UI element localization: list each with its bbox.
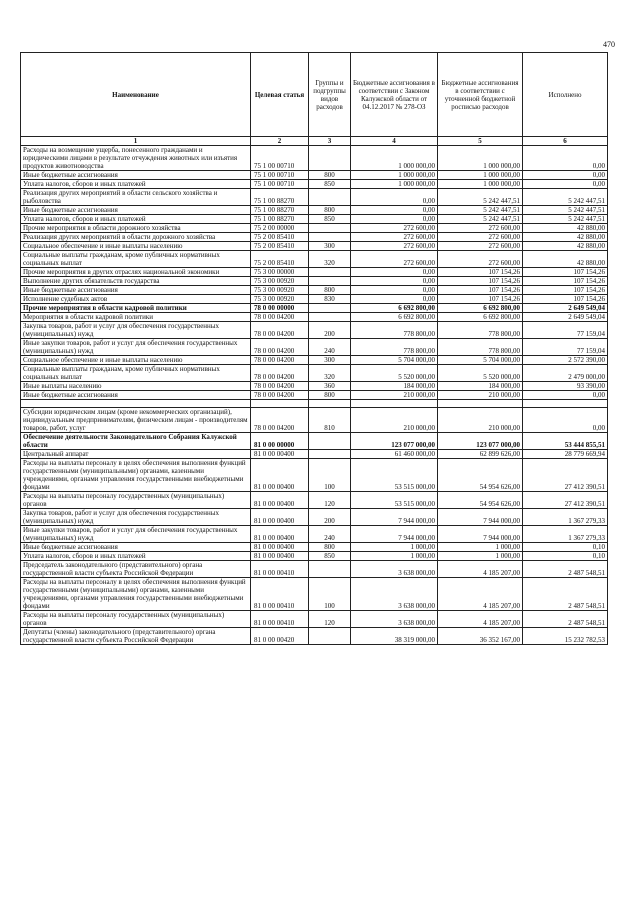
row-group: 200 (309, 322, 351, 339)
row-name: Уплата налогов, сборов и иных платежей (21, 215, 251, 224)
row-code: 81 0 00 00400 (251, 509, 309, 526)
row-group (309, 628, 351, 645)
row-budget-refined: 5 242 447,51 (438, 189, 523, 206)
row-executed: 0,00 (523, 171, 608, 180)
table-row (21, 251, 608, 268)
row-code: 78 0 00 04200 (251, 339, 309, 356)
row-code: 81 0 00 00000 (251, 433, 309, 450)
row-name: Уплата налогов, сборов и иных платежей (21, 552, 251, 561)
row-budget-refined: 7 944 000,00 (438, 509, 523, 526)
row-budget-refined: 1 000,00 (438, 543, 523, 552)
row-group (309, 561, 351, 578)
table-row (21, 277, 608, 286)
row-executed: 0,00 (523, 391, 608, 400)
table-row (21, 552, 608, 561)
row-code: 81 0 00 00420 (251, 628, 309, 645)
row-name: Иные закупки товаров, работ и услуг для обеспечения государственных (муниципальных) нужд (21, 526, 251, 543)
table-row (21, 189, 608, 206)
spacer-row (21, 400, 608, 408)
row-executed: 27 412 390,51 (523, 459, 608, 492)
row-group: 850 (309, 180, 351, 189)
row-budget-refined: 36 352 167,00 (438, 628, 523, 645)
row-budget-law: 778 800,00 (351, 322, 438, 339)
row-budget-refined: 107 154,26 (438, 295, 523, 304)
row-budget-refined: 107 154,26 (438, 286, 523, 295)
table-body (21, 146, 608, 645)
spacer-cell (438, 400, 523, 408)
row-name: Прочие мероприятия в других отраслях национальной экономики (21, 268, 251, 277)
row-budget-law: 0,00 (351, 286, 438, 295)
table-row (21, 268, 608, 277)
table-row (21, 233, 608, 242)
row-executed: 0,00 (523, 146, 608, 171)
header-budget-law: Бюджетные ассигнования в соответствии с Законом Калужской области от 04.12.2017 № 278-ОЗ (351, 53, 438, 137)
row-budget-law: 0,00 (351, 206, 438, 215)
spacer-cell (309, 400, 351, 408)
table-row (21, 543, 608, 552)
row-name: Прочие мероприятия в области кадровой политики (21, 304, 251, 313)
column-number: 2 (251, 137, 309, 146)
table-row (21, 509, 608, 526)
row-executed: 28 779 669,94 (523, 450, 608, 459)
row-budget-refined: 5 242 447,51 (438, 206, 523, 215)
row-budget-refined: 210 000,00 (438, 391, 523, 400)
table-row (21, 206, 608, 215)
row-group (309, 233, 351, 242)
row-code: 75 3 00 00920 (251, 286, 309, 295)
table-row (21, 242, 608, 251)
row-executed: 77 159,04 (523, 322, 608, 339)
table-row (21, 295, 608, 304)
row-executed: 107 154,26 (523, 286, 608, 295)
row-budget-law: 1 000 000,00 (351, 180, 438, 189)
row-executed: 93 390,00 (523, 382, 608, 391)
row-budget-law: 184 000,00 (351, 382, 438, 391)
row-group: 120 (309, 492, 351, 509)
row-code: 75 2 00 85410 (251, 242, 309, 251)
table-row (21, 339, 608, 356)
row-name: Закупка товаров, работ и услуг для обеспечения государственных (муниципальных) нужд (21, 322, 251, 339)
row-name: Иные бюджетные ассигнования (21, 286, 251, 295)
row-name: Депутаты (члены) законодательного (представительного) органа государственной власти субъекта Российской Федерации (21, 628, 251, 645)
row-code: 81 0 00 00410 (251, 611, 309, 628)
row-group: 810 (309, 408, 351, 433)
row-group: 120 (309, 611, 351, 628)
row-name: Иные выплаты населению (21, 382, 251, 391)
row-executed: 107 154,26 (523, 268, 608, 277)
row-budget-law: 272 600,00 (351, 224, 438, 233)
row-budget-refined: 272 600,00 (438, 242, 523, 251)
row-budget-law: 0,00 (351, 277, 438, 286)
row-group: 100 (309, 578, 351, 611)
table-row (21, 459, 608, 492)
row-name: Расходы на возмещение ущерба, понесенного гражданами и юридическими лицами в результате отчуждения животных или изъятия продуктов животноводства (21, 146, 251, 171)
table-row (21, 215, 608, 224)
table-row (21, 450, 608, 459)
row-code: 81 0 00 00410 (251, 578, 309, 611)
row-budget-law: 210 000,00 (351, 391, 438, 400)
row-name: Иные бюджетные ассигнования (21, 391, 251, 400)
row-budget-refined: 5 520 000,00 (438, 365, 523, 382)
row-executed: 2 487 548,51 (523, 561, 608, 578)
row-executed: 1 367 279,33 (523, 526, 608, 543)
spacer-cell (251, 400, 309, 408)
row-budget-refined: 1 000 000,00 (438, 171, 523, 180)
row-code: 75 3 00 00920 (251, 295, 309, 304)
row-budget-refined: 62 899 626,00 (438, 450, 523, 459)
table-row (21, 492, 608, 509)
row-budget-law: 272 600,00 (351, 242, 438, 251)
row-budget-law: 6 692 800,00 (351, 304, 438, 313)
budget-table (20, 52, 608, 645)
row-name: Иные бюджетные ассигнования (21, 171, 251, 180)
row-budget-law: 5 704 000,00 (351, 356, 438, 365)
row-name: Социальное обеспечение и иные выплаты населению (21, 356, 251, 365)
row-code: 75 2 00 85410 (251, 251, 309, 268)
row-budget-refined: 107 154,26 (438, 268, 523, 277)
row-name: Социальное обеспечение и иные выплаты населению (21, 242, 251, 251)
row-budget-law: 778 800,00 (351, 339, 438, 356)
row-code: 78 0 00 04200 (251, 313, 309, 322)
row-group (309, 224, 351, 233)
row-code: 78 0 00 04200 (251, 322, 309, 339)
row-budget-law: 3 638 000,00 (351, 611, 438, 628)
row-budget-law: 272 600,00 (351, 251, 438, 268)
row-budget-law: 272 600,00 (351, 233, 438, 242)
row-group: 240 (309, 339, 351, 356)
row-name: Расходы на выплаты персоналу в целях обеспечения выполнения функций государственными (муниципальными) органами, казенными учреждениями, органами управления государственными внебюджетными фондами (21, 459, 251, 492)
column-number: 3 (309, 137, 351, 146)
column-number: 6 (523, 137, 608, 146)
row-executed: 2 649 549,04 (523, 304, 608, 313)
table-row (21, 365, 608, 382)
row-budget-refined: 4 185 207,00 (438, 561, 523, 578)
row-name: Уплата налогов, сборов и иных платежей (21, 180, 251, 189)
row-name: Мероприятия в области кадровой политики (21, 313, 251, 322)
table-row (21, 286, 608, 295)
row-code: 75 1 00 00710 (251, 146, 309, 171)
row-budget-refined: 778 800,00 (438, 339, 523, 356)
row-budget-refined: 210 000,00 (438, 408, 523, 433)
row-budget-refined: 6 692 800,00 (438, 313, 523, 322)
table-row (21, 611, 608, 628)
row-executed: 107 154,26 (523, 277, 608, 286)
row-executed: 42 880,00 (523, 251, 608, 268)
row-group: 800 (309, 391, 351, 400)
row-group (309, 146, 351, 171)
row-budget-refined: 4 185 207,00 (438, 611, 523, 628)
row-code: 81 0 00 00400 (251, 526, 309, 543)
row-name: Председатель законодательного (представительного) органа государственной власти субъекта Российской Федерации (21, 561, 251, 578)
row-executed: 2 487 548,51 (523, 578, 608, 611)
row-group: 800 (309, 206, 351, 215)
row-code: 78 0 00 00000 (251, 304, 309, 313)
row-executed: 0,10 (523, 552, 608, 561)
row-group: 200 (309, 509, 351, 526)
row-budget-refined: 272 600,00 (438, 224, 523, 233)
row-code: 78 0 00 04200 (251, 408, 309, 433)
column-number-row (21, 137, 608, 146)
row-code: 75 1 00 88270 (251, 215, 309, 224)
row-code: 75 1 00 00710 (251, 171, 309, 180)
row-group: 800 (309, 543, 351, 552)
row-code: 78 0 00 04200 (251, 382, 309, 391)
table-row (21, 322, 608, 339)
row-code: 78 0 00 04200 (251, 365, 309, 382)
table-row (21, 561, 608, 578)
row-budget-law: 3 638 000,00 (351, 578, 438, 611)
row-group: 240 (309, 526, 351, 543)
row-name: Расходы на выплаты персоналу в целях обеспечения выполнения функций государственными (муниципальными) органами, казенными учреждениями, органами управления государственными внебюджетными фондами (21, 578, 251, 611)
row-budget-law: 53 515 000,00 (351, 459, 438, 492)
row-group (309, 433, 351, 450)
table-row (21, 224, 608, 233)
row-group: 300 (309, 242, 351, 251)
row-budget-refined: 123 077 000,00 (438, 433, 523, 450)
row-budget-refined: 7 944 000,00 (438, 526, 523, 543)
row-code: 75 1 00 00710 (251, 180, 309, 189)
row-budget-refined: 1 000 000,00 (438, 180, 523, 189)
row-executed: 77 159,04 (523, 339, 608, 356)
header-executed: Исполнено (523, 53, 608, 137)
row-name: Иные бюджетные ассигнования (21, 206, 251, 215)
row-budget-refined: 5 242 447,51 (438, 215, 523, 224)
row-group: 100 (309, 459, 351, 492)
row-executed: 27 412 390,51 (523, 492, 608, 509)
row-budget-law: 210 000,00 (351, 408, 438, 433)
row-executed: 5 242 447,51 (523, 215, 608, 224)
row-budget-law: 1 000 000,00 (351, 171, 438, 180)
row-budget-law: 0,00 (351, 268, 438, 277)
row-budget-law: 61 460 000,00 (351, 450, 438, 459)
row-code: 81 0 00 00400 (251, 492, 309, 509)
row-budget-refined: 1 000 000,00 (438, 146, 523, 171)
row-name: Реализация других мероприятий в области дорожного хозяйства (21, 233, 251, 242)
row-executed: 53 444 855,51 (523, 433, 608, 450)
row-group: 360 (309, 382, 351, 391)
row-executed: 15 232 782,53 (523, 628, 608, 645)
row-group (309, 450, 351, 459)
header-group: Группы и подгруппы видов расходов (309, 53, 351, 137)
row-group: 300 (309, 356, 351, 365)
row-group: 320 (309, 365, 351, 382)
row-name: Расходы на выплаты персоналу государственных (муниципальных) органов (21, 492, 251, 509)
row-code: 75 3 00 00000 (251, 268, 309, 277)
row-budget-refined: 778 800,00 (438, 322, 523, 339)
row-budget-refined: 1 000,00 (438, 552, 523, 561)
row-name: Прочие мероприятия в области дорожного хозяйства (21, 224, 251, 233)
table-row (21, 433, 608, 450)
row-code: 81 0 00 00410 (251, 561, 309, 578)
row-code: 75 2 00 85410 (251, 233, 309, 242)
row-budget-law: 1 000,00 (351, 552, 438, 561)
column-number: 4 (351, 137, 438, 146)
row-code: 81 0 00 00400 (251, 543, 309, 552)
row-name: Выполнение других обязательств государства (21, 277, 251, 286)
row-name: Социальные выплаты гражданам, кроме публичных нормативных социальных выплат (21, 365, 251, 382)
table-row (21, 526, 608, 543)
row-group: 320 (309, 251, 351, 268)
spacer-cell (523, 400, 608, 408)
row-budget-law: 0,00 (351, 215, 438, 224)
row-name: Обеспечение деятельности Законодательного Собрания Калужской области (21, 433, 251, 450)
row-budget-refined: 184 000,00 (438, 382, 523, 391)
row-budget-law: 38 319 000,00 (351, 628, 438, 645)
row-executed: 107 154,26 (523, 295, 608, 304)
table-row (21, 356, 608, 365)
table-row (21, 313, 608, 322)
row-name: Расходы на выплаты персоналу государственных (муниципальных) органов (21, 611, 251, 628)
row-budget-refined: 54 954 626,00 (438, 492, 523, 509)
row-group (309, 313, 351, 322)
row-name: Центральный аппарат (21, 450, 251, 459)
row-budget-law: 1 000 000,00 (351, 146, 438, 171)
row-group: 850 (309, 552, 351, 561)
row-name: Закупка товаров, работ и услуг для обеспечения государственных (муниципальных) нужд (21, 509, 251, 526)
row-executed: 5 242 447,51 (523, 206, 608, 215)
row-budget-refined: 6 692 800,00 (438, 304, 523, 313)
row-group (309, 277, 351, 286)
row-executed: 5 242 447,51 (523, 189, 608, 206)
row-group: 830 (309, 295, 351, 304)
row-code: 81 0 00 00400 (251, 459, 309, 492)
row-group: 800 (309, 171, 351, 180)
spacer-cell (21, 400, 251, 408)
header-budget-refined: Бюджетные ассигнования в соответствии с уточненной бюджетной росписью расходов (438, 53, 523, 137)
row-name: Реализация других мероприятий в области сельского хозяйства и рыболовства (21, 189, 251, 206)
row-budget-law: 7 944 000,00 (351, 526, 438, 543)
row-executed: 42 880,00 (523, 242, 608, 251)
table-row (21, 578, 608, 611)
row-name: Иные бюджетные ассигнования (21, 543, 251, 552)
row-budget-law: 1 000,00 (351, 543, 438, 552)
row-code: 75 3 00 00920 (251, 277, 309, 286)
header-name: Наименование (21, 53, 251, 137)
row-code: 75 1 00 88270 (251, 189, 309, 206)
header-code: Целевая статья (251, 53, 309, 137)
row-executed: 0,10 (523, 543, 608, 552)
row-executed: 42 880,00 (523, 233, 608, 242)
row-code: 75 1 00 88270 (251, 206, 309, 215)
row-budget-refined: 5 704 000,00 (438, 356, 523, 365)
page-number: 470 (603, 40, 615, 49)
row-code: 75 2 00 00000 (251, 224, 309, 233)
row-executed: 2 572 390,00 (523, 356, 608, 365)
row-group (309, 189, 351, 206)
row-budget-refined: 54 954 626,00 (438, 459, 523, 492)
row-executed: 42 880,00 (523, 224, 608, 233)
row-code: 81 0 00 00400 (251, 450, 309, 459)
row-budget-refined: 272 600,00 (438, 251, 523, 268)
row-budget-law: 5 520 000,00 (351, 365, 438, 382)
table-row (21, 408, 608, 433)
row-budget-law: 7 944 000,00 (351, 509, 438, 526)
table-row (21, 391, 608, 400)
spacer-cell (351, 400, 438, 408)
column-number: 5 (438, 137, 523, 146)
row-name: Иные закупки товаров, работ и услуг для обеспечения государственных (муниципальных) нужд (21, 339, 251, 356)
row-budget-refined: 272 600,00 (438, 233, 523, 242)
row-name: Социальные выплаты гражданам, кроме публичных нормативных социальных выплат (21, 251, 251, 268)
row-group: 850 (309, 215, 351, 224)
row-budget-law: 0,00 (351, 189, 438, 206)
row-executed: 0,00 (523, 408, 608, 433)
table-row (21, 180, 608, 189)
row-budget-law: 0,00 (351, 295, 438, 304)
table-row (21, 382, 608, 391)
row-executed: 1 367 279,33 (523, 509, 608, 526)
row-code: 78 0 00 04200 (251, 391, 309, 400)
row-code: 78 0 00 04200 (251, 356, 309, 365)
row-budget-law: 3 638 000,00 (351, 561, 438, 578)
row-group (309, 268, 351, 277)
row-budget-refined: 107 154,26 (438, 277, 523, 286)
row-executed: 2 479 000,00 (523, 365, 608, 382)
table-row (21, 304, 608, 313)
row-name: Исполнение судебных актов (21, 295, 251, 304)
row-code: 81 0 00 00400 (251, 552, 309, 561)
column-number: 1 (21, 137, 251, 146)
row-budget-refined: 4 185 207,00 (438, 578, 523, 611)
table-row (21, 171, 608, 180)
table-row (21, 146, 608, 171)
row-group: 800 (309, 286, 351, 295)
row-executed: 2 649 549,04 (523, 313, 608, 322)
row-executed: 2 487 548,51 (523, 611, 608, 628)
row-executed: 0,00 (523, 180, 608, 189)
row-budget-law: 6 692 800,00 (351, 313, 438, 322)
row-name: Субсидии юридическим лицам (кроме некоммерческих организаций), индивидуальным предпринимателям, физическим лицам - производителям товаров, работ, услуг (21, 408, 251, 433)
row-group (309, 304, 351, 313)
row-budget-law: 53 515 000,00 (351, 492, 438, 509)
table-row (21, 628, 608, 645)
row-budget-law: 123 077 000,00 (351, 433, 438, 450)
